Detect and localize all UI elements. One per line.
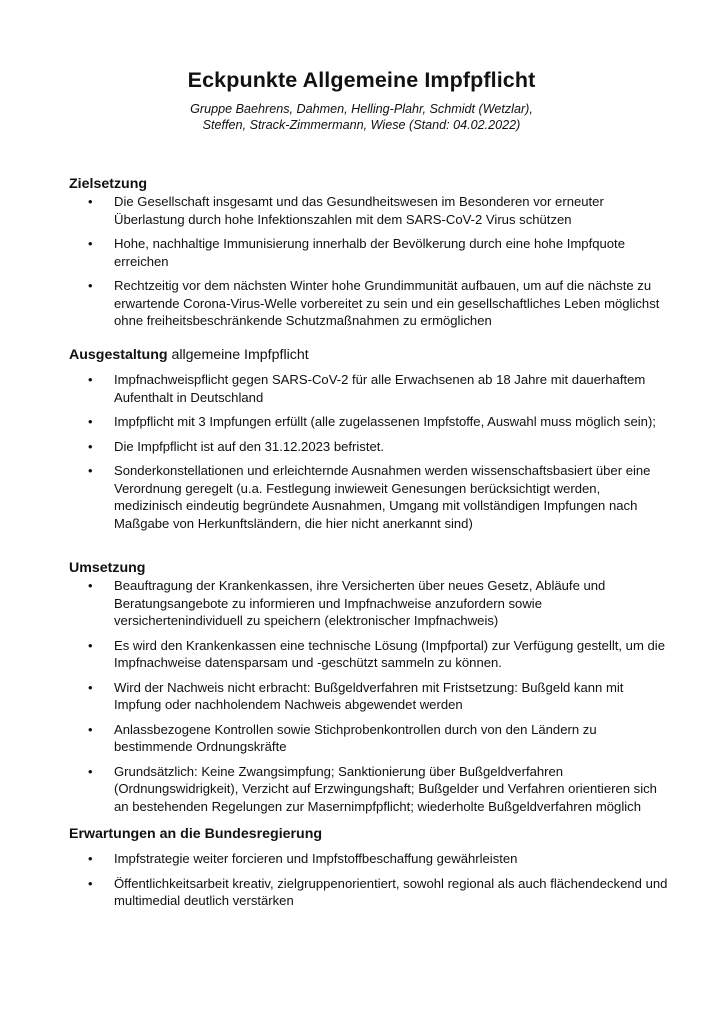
list-item-text: Anlassbezogene Kontrollen sowie Stichprobenkontrollen durch von den Ländern zu bestimmende Ordnungskräfte xyxy=(114,721,597,754)
bullet-icon: • xyxy=(88,763,93,779)
list-item xyxy=(69,577,669,630)
bullet-icon: • xyxy=(88,463,93,478)
bullet-icon: • xyxy=(88,236,93,251)
list-item-text: Impfpflicht mit 3 Impfungen erfüllt (alle zugelassenen Impfstoffe, Auswahl muss möglich sein); xyxy=(114,414,656,429)
list-item xyxy=(69,763,669,816)
list-item xyxy=(69,721,669,756)
list-item-text: Rechtzeitig vor dem nächsten Winter hohe Grundimmunität aufbauen, um auf die nächste zu erwartende Corona-Virus-Welle vorbereitet zu sein und ein gesellschaftliches Leben möglichst ohne freiheitsbeschränkende Schutzmaßnahmen zu ermöglichen xyxy=(114,278,660,328)
bullet-icon: • xyxy=(88,438,93,454)
bullet-icon: • xyxy=(88,578,93,593)
section-heading xyxy=(69,825,669,843)
bullet-icon: • xyxy=(88,372,93,387)
bullet-list xyxy=(69,371,669,532)
list-item xyxy=(69,875,669,910)
section-heading xyxy=(69,175,669,193)
section-heading-normal: allgemeine Impfpflicht xyxy=(167,347,309,363)
bullet-icon: • xyxy=(88,637,93,653)
section-erwartungen xyxy=(69,825,669,917)
section-ausgestaltung xyxy=(69,346,669,539)
subtitle-authors-line2: Steffen, Strack-Zimmermann, Wiese (Stand: 04.02.2022) xyxy=(202,118,521,132)
section-heading-bold: Erwartungen an die Bundesregierung xyxy=(69,826,323,842)
section-zielsetzung xyxy=(69,175,669,337)
list-item xyxy=(69,679,669,714)
bullet-icon: • xyxy=(88,875,93,891)
list-item xyxy=(69,277,669,330)
bullet-icon: • xyxy=(88,679,93,695)
list-item-text: Die Impfpflicht ist auf den 31.12.2023 befristet. xyxy=(114,438,385,454)
bullet-list xyxy=(69,577,669,815)
page-title: Eckpunkte Allgemeine Impfpflicht xyxy=(187,68,536,92)
list-item-text: Hohe, nachhaltige Immunisierung innerhalb der Bevölkerung durch eine hohe Impfquote erreichen xyxy=(114,236,625,269)
bullet-icon: • xyxy=(88,721,93,737)
list-item-text: Impfstrategie weiter forcieren und Impfstoffbeschaffung gewährleisten xyxy=(114,851,518,866)
list-item xyxy=(69,413,669,431)
list-item-text: Beauftragung der Krankenkassen, ihre Versicherten über neues Gesetz, Abläufe und Beratungsangebote zu informieren und Impfnachweise anzufordern sowie versichertenindividuell zu speichern (elektronischer Impfnachweis) xyxy=(114,578,606,628)
section-umsetzung xyxy=(69,559,669,822)
list-item-text: Grundsätzlich: Keine Zwangsimpfung; Sanktionierung über Bußgeldverfahren (Ordnungswidrigkeit), Verzicht auf Erzwingungshaft; Bußgelder und Verfahren orientieren sich an bestehenden Regelungen zur Masernimpfpflicht; wiederholte Bußgeldverfahren möglich xyxy=(114,763,657,814)
section-heading-bold: Umsetzung xyxy=(69,560,146,576)
bullet-icon: • xyxy=(88,194,93,209)
list-item xyxy=(69,462,669,532)
list-item xyxy=(69,371,669,406)
bullet-icon: • xyxy=(88,414,93,429)
list-item-text: Wird der Nachweis nicht erbracht: Bußgeldverfahren mit Fristsetzung: Bußgeld kann mit Impfung oder nachholendem Nachweis abgewendet werden xyxy=(114,679,624,712)
list-item-text: Es wird den Krankenkassen eine technische Lösung (Impfportal) zur Verfügung gestellt, um die Impfnachweise datensparsam und -geschützt sammeln zu können. xyxy=(114,637,665,670)
list-item-text: Sonderkonstellationen und erleichternde Ausnahmen werden wissenschaftsbasiert über eine Verordnung geregelt (u.a. Festlegung inwieweit Genesungen berücksichtigt werden, medizinisch eindeutig begründete Ausnahmen, Umgang mit vollständigen Impfungen nach Maßgabe von Herkunftsländern, die hier nicht anerkannt sind) xyxy=(114,463,651,531)
bullet-list xyxy=(69,193,669,330)
list-item xyxy=(69,850,669,868)
section-heading-bold: Zielsetzung xyxy=(69,176,148,192)
bullet-icon: • xyxy=(88,851,93,866)
subtitle-authors-line1: Gruppe Baehrens, Dahmen, Helling-Plahr, Schmidt (Wetzlar), xyxy=(190,102,533,116)
list-item xyxy=(69,637,669,672)
list-item-text: Impfnachweispflicht gegen SARS-CoV-2 für alle Erwachsenen ab 18 Jahre mit dauerhaftem Aufenthalt in Deutschland xyxy=(114,372,646,405)
list-item-text: Die Gesellschaft insgesamt und das Gesundheitswesen im Besonderen vor erneuter Überlastung durch hohe Infektionszahlen mit dem SARS-CoV-2 Virus schützen xyxy=(114,194,604,227)
section-heading-bold: Ausgestaltung xyxy=(69,347,168,363)
bullet-list xyxy=(69,850,669,910)
list-item xyxy=(69,193,669,228)
list-item-text: Öffentlichkeitsarbeit kreativ, zielgruppenorientiert, sowohl regional als auch flächendeckend und multimedial deutlich verstärken xyxy=(114,875,668,908)
list-item xyxy=(69,438,669,456)
list-item xyxy=(69,235,669,270)
bullet-icon: • xyxy=(88,278,93,293)
section-heading xyxy=(69,346,669,364)
section-heading xyxy=(69,559,669,577)
